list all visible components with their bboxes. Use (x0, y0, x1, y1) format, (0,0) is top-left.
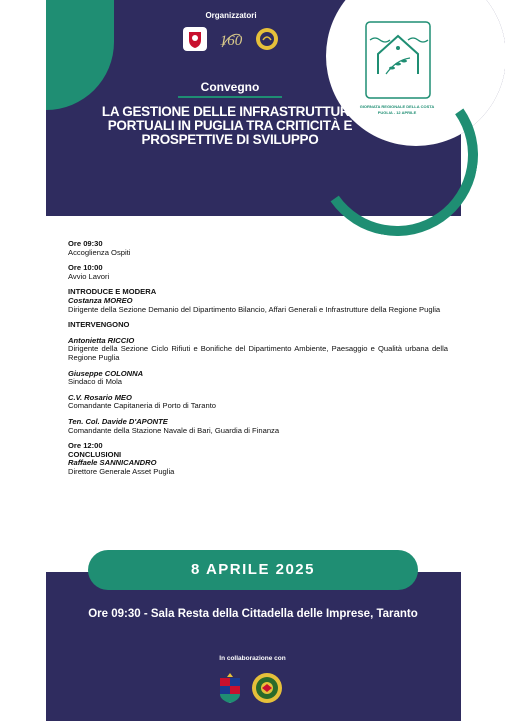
schedule-entry-closing (68, 442, 448, 476)
arrival-time: Ore 09:30 (68, 239, 103, 248)
speakers-heading: INTERVENGONO (68, 320, 130, 330)
arrival-text: Accoglienza Ospiti (68, 247, 131, 257)
speaker-name: C.V. Rosario MEO (68, 392, 132, 402)
organizer-logos (182, 24, 284, 54)
speaker-name: Ten. Col. Davide D'APONTE (68, 416, 168, 426)
collaborator-logos (205, 670, 305, 706)
moderator-role: Dirigente della Sezione Demanio del Dipartimento Bilancio, Affari Generali e Infrastrutture della Regione Puglia (68, 304, 441, 314)
speaker-name: Giuseppe COLONNA (68, 368, 144, 378)
speaker-entry (68, 394, 448, 411)
regione-puglia-crest-icon (182, 26, 208, 52)
program-schedule (68, 240, 448, 483)
speaker-role: Comandante Capitaneria di Porto di Taranto (68, 401, 217, 411)
schedule-entry-start (68, 264, 448, 281)
intro-heading: INTRODUCE E MODERA (68, 287, 157, 297)
event-type-label: Convegno (200, 80, 260, 94)
speaker-entry (68, 370, 448, 387)
moderator-name: Costanza MOREO (68, 295, 133, 305)
marina-militare-crest-icon (217, 672, 243, 704)
speakers-heading-block (68, 321, 448, 330)
speaker-role: Comandante della Stazione Navale di Bari, Guardia di Finanza (68, 425, 280, 435)
closing-time: Ore 12:00 (68, 441, 103, 451)
emblem-caption: GIORNATA REGIONALE DELLA COSTA PUGLIA - 12 APRILE (359, 104, 435, 115)
closing-heading: CONCLUSIONI (68, 449, 122, 459)
event-title: LA GESTIONE DELLE INFRASTRUTTURE PORTUALI IN PUGLIA TRA CRITICITÀ E PROSPETTIVE DI SVILUPPO (101, 104, 359, 147)
event-type-underline (178, 96, 282, 98)
speaker-entry (68, 337, 448, 363)
start-time: Ore 10:00 (68, 263, 103, 273)
organizers-label: Organizzatori (205, 11, 257, 20)
closing-name: Raffaele SANNICANDRO (68, 458, 157, 468)
schedule-entry-moderator (68, 288, 448, 314)
speaker-role: Sindaco di Mola (68, 377, 123, 387)
collaboration-label: In collaborazione con (219, 655, 286, 662)
guardia-costiera-badge-icon (251, 672, 283, 704)
speaker-role: Dirigente della Sezione Ciclo Rifiuti e Bonifiche del Dipartimento Ambiente, Paesaggio e Qualità urbana della Regione Puglia (68, 344, 448, 362)
closing-role: Direttore Generale Asset Puglia (68, 466, 175, 476)
speaker-name: Antonietta RICCIO (68, 335, 135, 345)
start-text: Avvio Lavori (68, 271, 110, 281)
event-date-badge: 8 APRILE 2025 (88, 550, 418, 590)
anniversary-160-logo-icon (218, 26, 244, 52)
schedule-entry-arrival (68, 240, 448, 257)
event-venue: Ore 09:30 - Sala Resta della Cittadella delle Imprese, Taranto (88, 608, 418, 620)
svg-text:160: 160 (219, 33, 243, 49)
speaker-entry (68, 418, 448, 435)
guardia-di-finanza-crest-icon (254, 26, 280, 52)
